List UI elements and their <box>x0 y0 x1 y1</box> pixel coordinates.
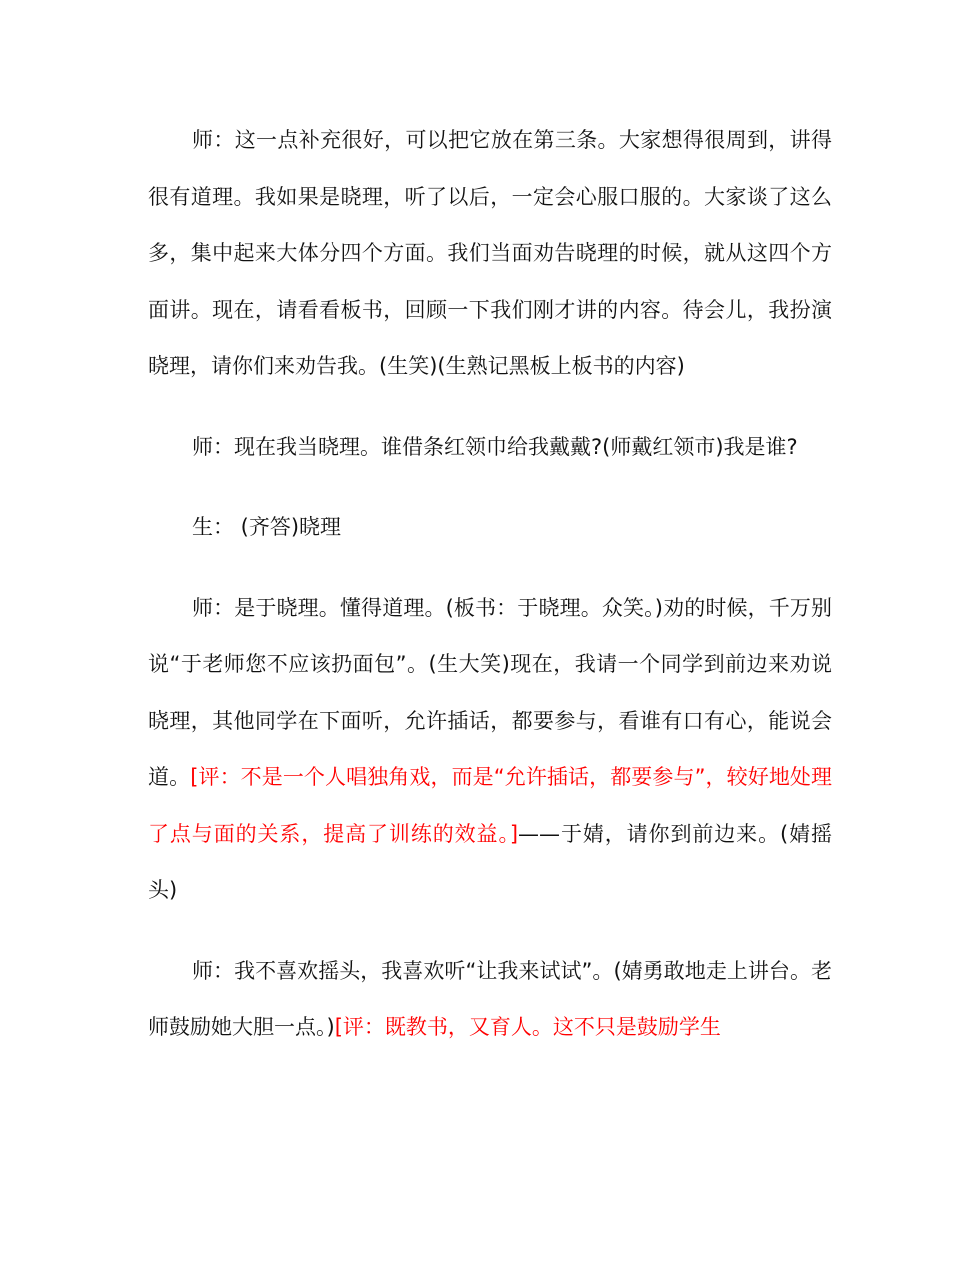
commentary-text: [评：不是一个人唱独角戏，而是“允许插话，都要参与”，较好地处理了点与面的关系，提高了训练的效益。] <box>148 765 832 846</box>
paragraph-teacher-red-scarf <box>148 419 832 476</box>
paragraph-teacher-invite <box>148 580 832 919</box>
paragraph-teacher-encourage <box>148 943 832 1056</box>
paragraph-text: 师：我不喜欢摇头，我喜欢听“让我来试试”。(婧勇敢地走上讲台。老师鼓励她大胆一点。) <box>148 958 832 1039</box>
paragraph-text: 师：这一点补充很好，可以把它放在第三条。大家想得很周到，讲得很有道理。我如果是晓理，听了以后，一定会心服口服的。大家谈了这么多，集中起来大体分四个方面。我们当面劝告晓理的时候，就从这四个方面讲。现在，请看看板书，回顾一下我们刚才讲的内容。待会儿，我扮演晓理，请你们来劝告我。(生笑)(生熟记黑板上板书的内容) <box>148 128 832 378</box>
paragraph-students-answer <box>148 499 832 556</box>
paragraph-text: 师：现在我当晓理。谁借条红领巾给我戴戴?(师戴红领市)我是谁? <box>192 434 798 459</box>
document-body <box>148 112 832 1080</box>
paragraph-teacher-summary <box>148 112 832 395</box>
paragraph-text: 生： (齐答)晓理 <box>192 515 342 539</box>
paragraph-text: 师：是于晓理。懂得道理。(板书：于晓理。众笑。)劝的时候，千万别说“于老师您不应该扔面包”。(生大笑)现在，我请一个同学到前边来劝说晓理，其他同学在下面听，允许插话，都要参与，看谁有口有心，能说会道。 <box>148 595 832 789</box>
paragraph-text: ——于婧，请你到前边来。(婧摇头) <box>148 821 832 902</box>
commentary-text: [评：既教书，又育人。这不只是鼓励学生 <box>334 1015 721 1039</box>
